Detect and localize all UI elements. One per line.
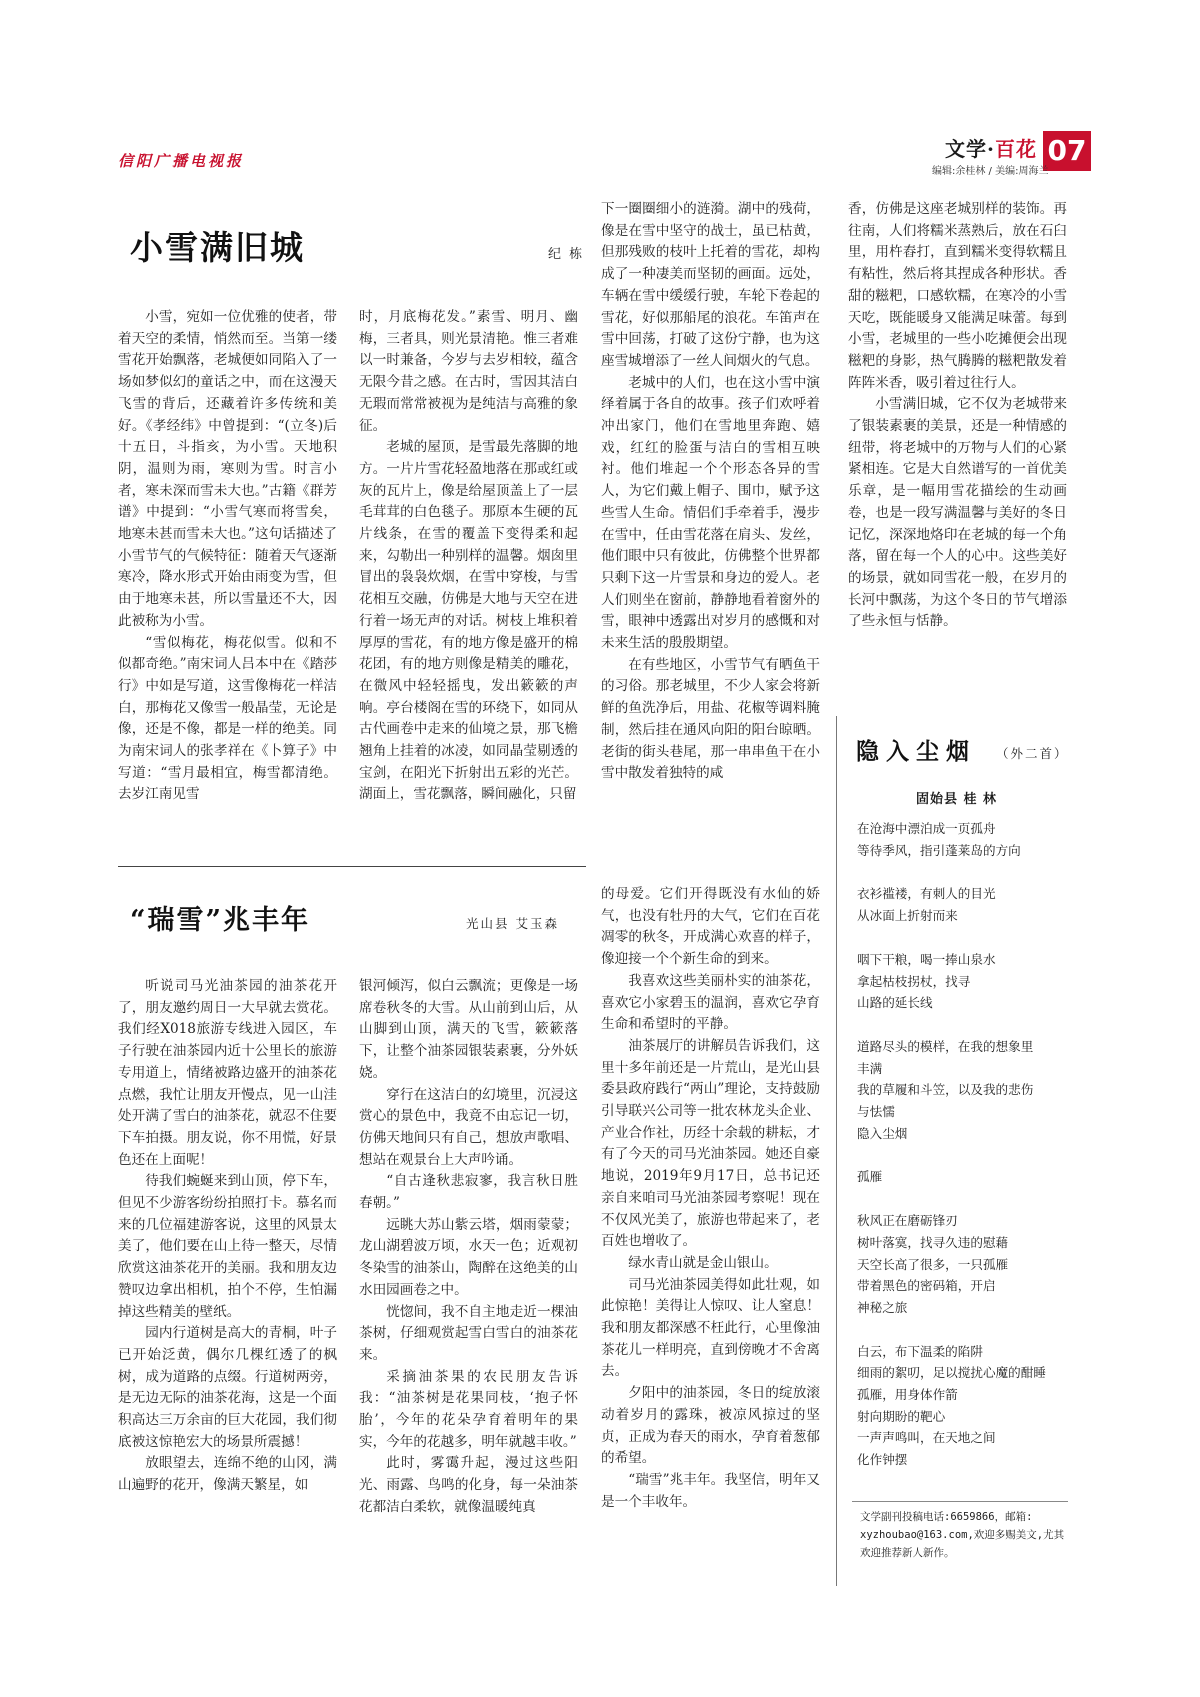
poem-title: 隐入尘烟 [856,738,976,765]
paragraph: 夕阳中的油茶园，冬日的绽放滚动着岁月的露珠，被凉风掠过的坚贞，正成为春天的雨水，孕育着葱郁的希望。 [601,1385,820,1467]
article2-title: “瑞雪”兆丰年 [130,905,311,936]
poem-line: 孤雁，用身体作箭 [857,1387,958,1403]
poem-column-rule [836,716,837,1586]
poem-stanza [857,883,1077,926]
poem-line: 拿起枯枝拐杖，找寻 [857,973,971,989]
paragraph: 小雪，宛如一位优雅的使者，带着天空的柔情，悄然而至。当第一缕雪花开始飘落，老城便如同陷入了一场如梦似幻的童话之中，而在这漫天飞雪的背后，还藏着许多传统和美好。《孝经纬》中曾提到：“(立冬)后十五日，斗指亥，为小雪。天地积阴，温则为雨，寒则为雪。时言小者，寒未深而雪未大也。”古籍《群芳谱》中提到：“小雪气寒而将雪矣，地寒未甚而雪未大也。”这句话描述了小雪节气的气候特征：随着天气逐渐寒冷，降水形式开始由雨变为雪，但由于地寒未甚，所以雪量还不大，因此被称为小雪。 [118,309,337,629]
poem-line: 等待季风，指引蓬莱岛的方向 [857,842,1021,858]
section-prefix: 文学· [945,137,995,161]
paragraph: 司马光油茶园美得如此壮观，如此惊艳！美得让人惊叹、让人窒息！我和朋友都深感不枉此行，心里像油茶花儿一样明亮，直到傍晚才不舍离去。 [601,1276,820,1380]
paragraph: 下一圈圈细小的涟漪。湖中的残荷，像是在雪中坚守的战士，虽已枯黄，但那残败的枝叶上托着的雪花，却构成了一种凄美而坚韧的画面。远处，车辆在雪中缓缓行驶，车轮下卷起的雪花，好似那船尾的浪花。车笛声在雪中回荡，打破了这份宁静，也为这座雪城增添了一丝人间烟火的气息。 [601,201,820,369]
poem-line: 树叶落寞，找寻久违的慰藉 [857,1234,1009,1250]
poem-line: 在沧海中漂泊成一页孤舟 [857,821,996,836]
paragraph: “瑞雪”兆丰年。我坚信，明年又是一个丰收年。 [601,1471,820,1510]
contact-line: xyzhoubao@163.com,欢迎多赐美文,尤其 [860,1529,1065,1541]
poem-line: 神秘之旅 [857,1299,908,1315]
poem-stanza [857,1341,1077,1471]
poem-line: 山路的延长线 [857,995,933,1011]
paragraph: 老城的屋顶，是雪最先落脚的地方。一片片雪花轻盈地落在那或红或灰的瓦片上，像是给屋顶盖上了一层毛茸茸的白色毯子。那原本生硬的瓦片线条，在雪的覆盖下变得柔和起来，勾勒出一种别样的温馨。烟囱里冒出的袅袅炊烟，在雪中穿梭，与雪花相互交融，仿佛是大地与天空在进行着一场无声的对话。树枝上堆积着厚厚的雪花，有的地方像是盛开的棉花团，有的地方则像是精美的雕花，在微风中轻轻摇曳，发出簌簌的声响。亭台楼阁在雪的环绕下，如同从古代画卷中走来的仙境之景，那飞檐翘角上挂着的冰凌，如同晶莹剔透的宝剑，在阳光下折射出五彩的光芒。湖面上，雪花飘落，瞬间融化，只留 [359,439,578,803]
paragraph: 待我们蜿蜒来到山顶，停下车，但见不少游客纷纷拍照打卡。慕名而来的几位福建游客说，这里的风景太美了，他们要在山上待一整天，尽情欣赏这油茶花开的美丽。我和朋友边赞叹边拿出相机，拍个不停，生怕漏掉这些精美的壁纸。 [118,1173,337,1320]
page-number-badge: 07 [1043,131,1091,171]
article2-author: 光山县 艾玉森 [466,916,559,931]
article2-divider [118,866,586,867]
poem-line: 带着黑色的密码箱，开启 [857,1278,996,1294]
poem-line: 化作钟摆 [857,1452,908,1468]
poem-line: 白云，布下温柔的陷阱 [857,1343,983,1359]
article1-column-1 [118,307,337,803]
paragraph: 绿水青山就是金山银山。 [628,1254,778,1271]
paragraph: 在有些地区，小雪节气有晒鱼干的习俗。那老城里，不少人家会将新鲜的鱼洗净后，用盐、花椒等调料腌制，然后挂在通风向阳的阳台晾晒。老街的街头巷尾，那一串串鱼干在小雪中散发着独特的咸 [601,656,820,782]
paragraph: 恍惚间，我不自主地走近一棵油茶树，仔细观赏起雪白雪白的油茶花来。 [359,1303,578,1363]
article2-column-1 [118,976,337,1576]
poem-title-suffix: （外二首） [996,746,1069,761]
poem-line: 天空长高了很多，一只孤雁 [857,1256,1009,1272]
contact-line: 欢迎推荐新人新作。 [860,1547,955,1559]
poem-line: 秋风正在磨砺锋刃 [857,1213,958,1229]
poem-line: 与怯懦 [857,1104,895,1120]
poem-stanza [857,818,1077,861]
poem-stanza [857,1210,1077,1319]
contact-divider [852,1501,1068,1502]
paragraph: 香，仿佛是这座老城别样的装饰。再往南，人们将糯米蒸熟后，放在石臼里，用杵舂打，直到糯米变得软糯且有粘性，然后将其捏成各种形状。香甜的糍粑，口感软糯，在寒冷的小雪天吃，既能暖身又能满足味蕾。每到小雪，老城里的一些小吃摊便会出现糍粑的身影，热气腾腾的糍粑散发着阵阵米香，吸引着过往行人。 [848,201,1067,391]
section-title [945,133,1037,162]
poem-line: 隐入尘烟 [857,1125,908,1141]
paragraph: 油茶展厅的讲解员告诉我们，这里十多年前还是一片荒山，是光山县委县政府践行“两山”理论，支持鼓励引导联兴公司等一批农林龙头企业、产业合作社，历经十余载的耕耘，才有了今天的司马光油茶园。她还自豪地说，2019年9月17日，总书记还亲自来咱司马光油茶园考察呢！现在不仅风光美了，旅游也带起来了，老百姓也增收了。 [601,1037,820,1250]
paragraph: 的母爱。它们开得既没有水仙的娇气，也没有牡丹的大气，它们在百花凋零的秋冬，开成满心欢喜的样子，像迎接一个个新生命的到来。 [601,886,820,968]
contact-box [860,1508,1072,1562]
paragraph: “自古逢秋悲寂寥，我言秋日胜春朝。” [359,1173,578,1212]
contact-line: 文学副刊投稿电话:6659866，邮箱: [860,1511,1033,1523]
poem-body [857,818,1077,1493]
paragraph: 老城中的人们，也在这小雪中演绎着属于各自的故事。孩子们欢呼着冲出家门，他们在雪地里奔跑、嬉戏，红红的脸蛋与洁白的雪相互映衬。他们堆起一个个形态各异的雪人，为它们戴上帽子、围巾，赋予这些雪人生命。情侣们手牵着手，漫步在雪中，任由雪花落在肩头、发丝，他们眼中只有彼此，仿佛整个世界都只剩下这一片雪景和身边的爱人。老人们则坐在窗前，静静地看着窗外的雪，眼神中透露出对岁月的感慨和对未来生活的殷殷期望。 [601,374,820,652]
paragraph: 此时，雾霭升起，漫过这些阳光、雨露、鸟鸣的化身，每一朵油茶花都洁白柔软，就像温暖纯真 [359,1455,578,1515]
paragraph: 我喜欢这些美丽朴实的油茶花，喜欢它小家碧玉的温润，喜欢它孕育生命和希望时的平静。 [601,972,820,1033]
poem-line: 射向期盼的靶心 [857,1408,946,1424]
article2-column-2 [359,976,578,1576]
poem-stanza [857,949,1077,1014]
newspaper-masthead: 信阳广播电视报 [118,152,245,170]
paragraph: 采摘油茶果的农民朋友告诉我：“油茶树是花果同枝，‘抱子怀胎’，今年的花朵孕育着明年的果实，今年的花越多，明年就越丰收。” [359,1368,578,1450]
editor-credits: 编辑:余桂林 / 美编:周海兰 [932,166,1049,177]
poem-line: 道路尽头的模样，在我的想象里 [857,1038,1034,1054]
poem-line: 衣衫褴褛，有刺人的目光 [857,886,996,902]
paragraph: “雪似梅花，梅花似雪。似和不似都奇绝。”南宋词人吕本中在《踏莎行》中如是写道，这雪像梅花一样洁白，那梅花又像雪一般晶莹，无论是像，还是不像，都是一样的绝美。同为南宋词人的张孝祥在《卜算子》中写道：“雪月最相宜，梅雪都清绝。去岁江南见雪 [118,634,337,803]
poem-line: 我的草履和斗笠，以及我的悲伤 [857,1082,1034,1098]
paragraph: 放眼望去，连绵不绝的山冈，满山遍野的花开，像满天繁星，如 [118,1455,337,1494]
article1-title: 小雪满旧城 [130,228,305,267]
paragraph: 园内行道树是高大的青桐，叶子已开始泛黄，偶尔几棵红透了的枫树，成为道路的点缀。行道树两旁，是无边无际的油茶花海，这是一个面积高达三万余亩的巨大花园，我们彻底被这惊艳宏大的场景所震撼！ [118,1325,337,1450]
poem-line: 咽下干粮，喝一捧山泉水 [857,951,996,967]
paragraph: 听说司马光油茶园的油茶花开了，朋友邀约周日一大早就去赏花。我们经X018旅游专线进入园区，车子行驶在油茶园内近十公里长的旅游专用道上，情绪被路边盛开的油茶花点燃，我忙让朋友开慢点，见一山洼处开满了雪白的油茶花，就忍不住要下车拍摄。朋友说，你不用慌，好景色还在上面呢！ [118,978,337,1168]
poem-line: 细雨的絮叨，足以搅扰心魔的酣睡 [857,1365,1046,1381]
article1-column-2 [359,307,578,803]
poem-line: 丰满 [857,1060,883,1076]
section-highlight: 百花 [994,137,1037,161]
paragraph: 时，月底梅花发。”素雪、明月、幽梅，三者具，则光景清艳。惟三者难以一时兼备，今岁与去岁相较，蕴含无限今昔之感。在古时，雪因其洁白无瑕而常常被视为是纯洁与高雅的象征。 [359,309,578,434]
paragraph: 小雪满旧城，它不仅为老城带来了银装素裹的美景，还是一种情感的纽带，将老城中的万物与人们的心紧紧相连。它是大自然谱写的一首优美乐章，是一幅用雪花描绘的生动画卷，也是一段写满温馨与美好的冬日记忆，深深地烙印在老城的每一个角落，留在每一个人的心中。这些美好的场景，就如同雪花一般，在岁月的长河中飘荡，为这个冬日的节气增添了些永恒与恬静。 [848,396,1067,630]
poem-subtitle: 孤雁 [857,1169,883,1185]
article1-author: 纪 栋 [548,247,585,262]
article1-column-3 [601,199,820,787]
article1-column-4 [848,199,1067,679]
paragraph: 穿行在这洁白的幻境里，沉浸这赏心的景色中，我竟不由忘记一切，仿佛天地间只有自己，想放声歌唱、想站在观景台上大声吟诵。 [359,1086,578,1168]
poem-author: 固始县 桂 林 [916,792,998,807]
article2-column-3 [601,884,820,1576]
poem-line: 一声声鸣叫，在天地之间 [857,1430,996,1446]
poem-line: 从冰面上折射而来 [857,908,958,924]
paragraph: 远眺大苏山紫云塔，烟雨蒙蒙；龙山湖碧波万顷，水天一色；近观初冬染雪的油茶山，陶醉在这绝美的山水田园画卷之中。 [359,1216,578,1298]
poem-stanza [857,1036,1077,1145]
paragraph: 银河倾泻，似白云飘流；更像是一场席卷秋冬的大雪。从山前到山后，从山脚到山顶，满天的飞雪，簌簌落下，让整个油茶园银装素裹，分外妖娆。 [359,978,578,1081]
